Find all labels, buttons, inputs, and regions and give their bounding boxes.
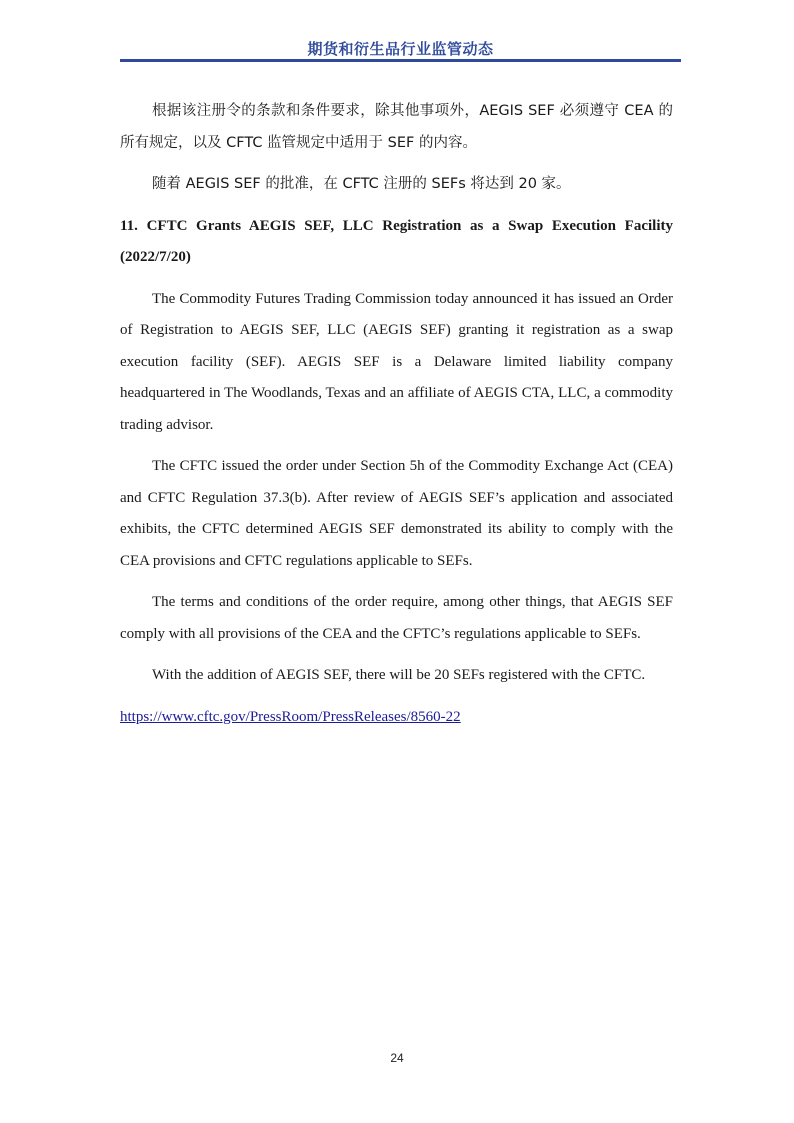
body-paragraph-1: The Commodity Futures Trading Commission today announced it has issued an Order of Registration to AEGIS SEF, LLC (AEGIS SEF) granting it registration as a swap execution facility (SEF). AEGIS SEF is a Delaware limited liability company headquartered in The Woodlands, Texas and an affiliate of AEGIS CTA, LLC, a commodity trading advisor.	[120, 290, 673, 433]
page-number: 24	[390, 1051, 404, 1065]
header-divider	[120, 59, 681, 62]
body-paragraph-4: With the addition of AEGIS SEF, there will be 20 SEFs registered with the CFTC.	[152, 667, 646, 683]
running-header-title: 期货和衍生品行业监管动态	[307, 40, 494, 58]
press-release-link[interactable]: https://www.cftc.gov/PressRoom/PressReleases/8560-22	[120, 708, 461, 725]
page-body	[120, 96, 673, 733]
chinese-paragraph-1: 根据该注册令的条款和条件要求，除其他事项外，AEGIS SEF 必须遵守 CEA 的所有规定，以及 CFTC 监管规定中适用于 SEF 的内容。	[120, 103, 673, 151]
chinese-paragraph-2: 随着 AEGIS SEF 的批准，在 CFTC 注册的 SEFs 将达到 20 家。	[152, 176, 571, 192]
body-paragraph-3: The terms and conditions of the order require, among other things, that AEGIS SEF comply with all provisions of the CEA and the CFTC’s regulations applicable to SEFs.	[120, 594, 673, 642]
body-paragraph-2: The CFTC issued the order under Section 5h of the Commodity Exchange Act (CEA) and CFTC Regulation 37.3(b). After review of AEGIS SEF’s application and associated exhibits, the CFTC determined AEGIS SEF demonstrated its ability to comply with the CEA provisions and CFTC regulations applicable to SEFs.	[120, 458, 673, 569]
section-heading: 11. CFTC Grants AEGIS SEF, LLC Registration as a Swap Execution Facility (2022/7/20)	[120, 217, 673, 265]
